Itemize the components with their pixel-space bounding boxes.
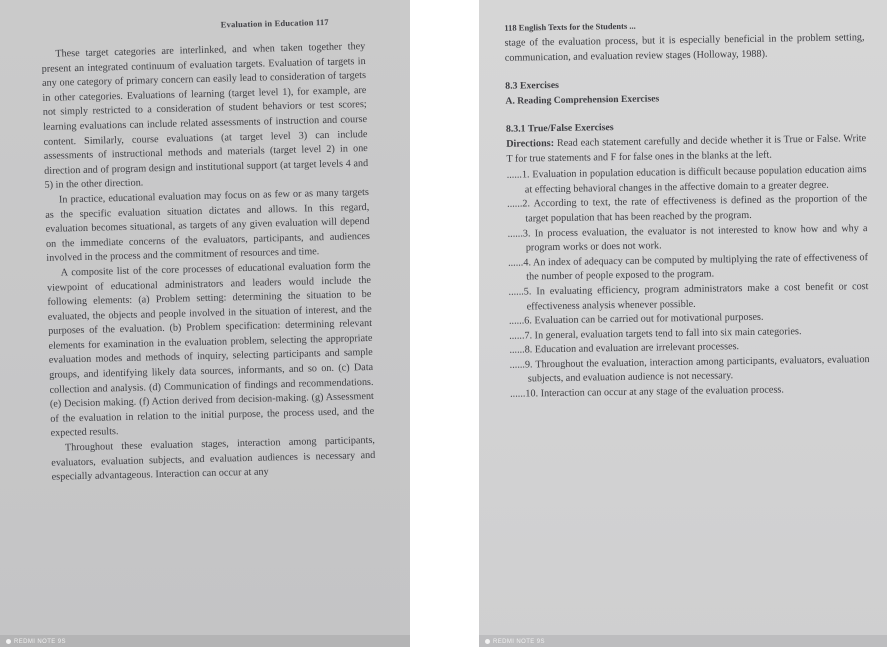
right-continuation: stage of the evaluation process, but it is especially beneficial in the problem setting, communication, and evaluation review stages (Holloway, 1988). (504, 32, 865, 64)
section-subtitle: A. Reading Comprehension Exercises (505, 93, 660, 107)
left-paragraph-2: In practice, educational evaluation may focus on as few or as many targets as the specific evaluation situation dictates and allows. In this regard, evaluation becomes situational, as targets of any given evaluation will depend on the immediate concerns of the evaluators, participants, and audiences involved in the process and the commitment of resources and time. (45, 186, 371, 265)
left-page-body (41, 40, 376, 486)
exercise-title: 8.3.1 True/False Exercises (505, 122, 614, 136)
left-watermark-text: REDMI NOTE 9S (14, 639, 66, 645)
exercise-item-7: ......7. In general, evaluation targets tend to fall into six main categories. (509, 325, 802, 342)
exercise-item-6: ......6. Evaluation can be carried out for motivational purposes. (508, 311, 764, 327)
exercise-item-10: ......10. Interaction can occur at any stage of the evaluation process. (510, 384, 784, 400)
section-title: 8.3 Exercises (505, 80, 560, 92)
right-camera-watermark (485, 639, 545, 645)
page-gap (410, 0, 479, 647)
right-page (479, 0, 887, 647)
left-paragraph-4: Throughout these evaluation stages, interaction among participants, evaluators, evaluation subjects, and evaluation audiences is necessary and especially advantageous. Interaction can occur at any (51, 434, 376, 484)
right-page-header: 118 English Texts for the Students ... (504, 20, 636, 33)
directions-label: Directions: (506, 137, 555, 150)
left-paragraph-1: These target categories are interlinked, and when taken together they present an integrated continuum of evaluation targets. Evaluation of targets in any one category of primary concern can easily lead to consideration of targets in other categories. Evaluations of learning (target level 1), for example, are not simply restricted to a consideration of student behaviors or test scores; learning evaluations can include related assessments of instruction and course content. Similarly, course evaluations (at target level 3) can include assessments of instructional methods and materials (target level 2) in one direction and of program design and institutional support (at target levels 4 and 5) in the other direction. (41, 41, 369, 192)
exercise-item-9: ......9. Throughout the evaluation, interaction among participants, evaluators, evaluation subjects, and evaluation audience is not necessary. (509, 353, 870, 385)
exercise-item-1: ......1. Evaluation in population education is difficult because population education aims at effecting behavioral changes in the affective domain to a greater degree. (506, 164, 867, 196)
left-camera-watermark (6, 639, 66, 645)
left-page-header: Evaluation in Education 117 (220, 16, 329, 30)
right-page-body (504, 31, 870, 402)
right-page-photo (479, 0, 887, 647)
camera-dot-icon (485, 639, 490, 644)
right-watermark-text: REDMI NOTE 9S (493, 639, 545, 645)
left-paragraph-3: A composite list of the core processes of educational evaluation form the viewpoint of educational administrators and leaders would include the following elements: (a) Problem setting: determining the situation to be evaluated, the objects and people involved in the situation of interest, and the purposes of the evaluation. (b) Problem specification: determining relevant elements for examination in the evaluation problem, selecting the appropriate evaluation modes and methods of inquiry, selecting participants and sample groups, and identifying likely data sources, informants, and so on. (c) Data collection and analysis. (d) Communication of findings and recommendations. (e) Decision making. (f) Action derived from decision-making. (g) Assessment of the evaluation in relation to the initial purpose, the process used, and the expected results. (46, 259, 375, 440)
left-page-photo (0, 0, 410, 647)
left-page (0, 0, 410, 647)
exercise-item-5: ......5. In evaluating efficiency, program administrators make a cost benefit or cost effectiveness analysis whenever possible. (508, 280, 869, 312)
exercise-item-4: ......4. An index of adequacy can be computed by multiplying the rate of effectiveness of the number of people exposed to the program. (507, 251, 869, 283)
directions-text: Read each statement carefully and decide whether it is True or False. Write T for true statements and F for false ones in the blanks at the left. (506, 133, 867, 165)
exercise-item-2: ......2. According to text, the rate of effectiveness is defined as the proportion of the target population that has been reached by the program. (507, 193, 868, 225)
directions (506, 132, 866, 167)
exercise-item-8: ......8. Education and evaluation are irrelevant processes. (509, 341, 740, 357)
camera-dot-icon (6, 639, 11, 644)
exercise-item-3: ......3. In process evaluation, the evaluator is not interested to know how and why a program works or does not work. (507, 222, 868, 254)
